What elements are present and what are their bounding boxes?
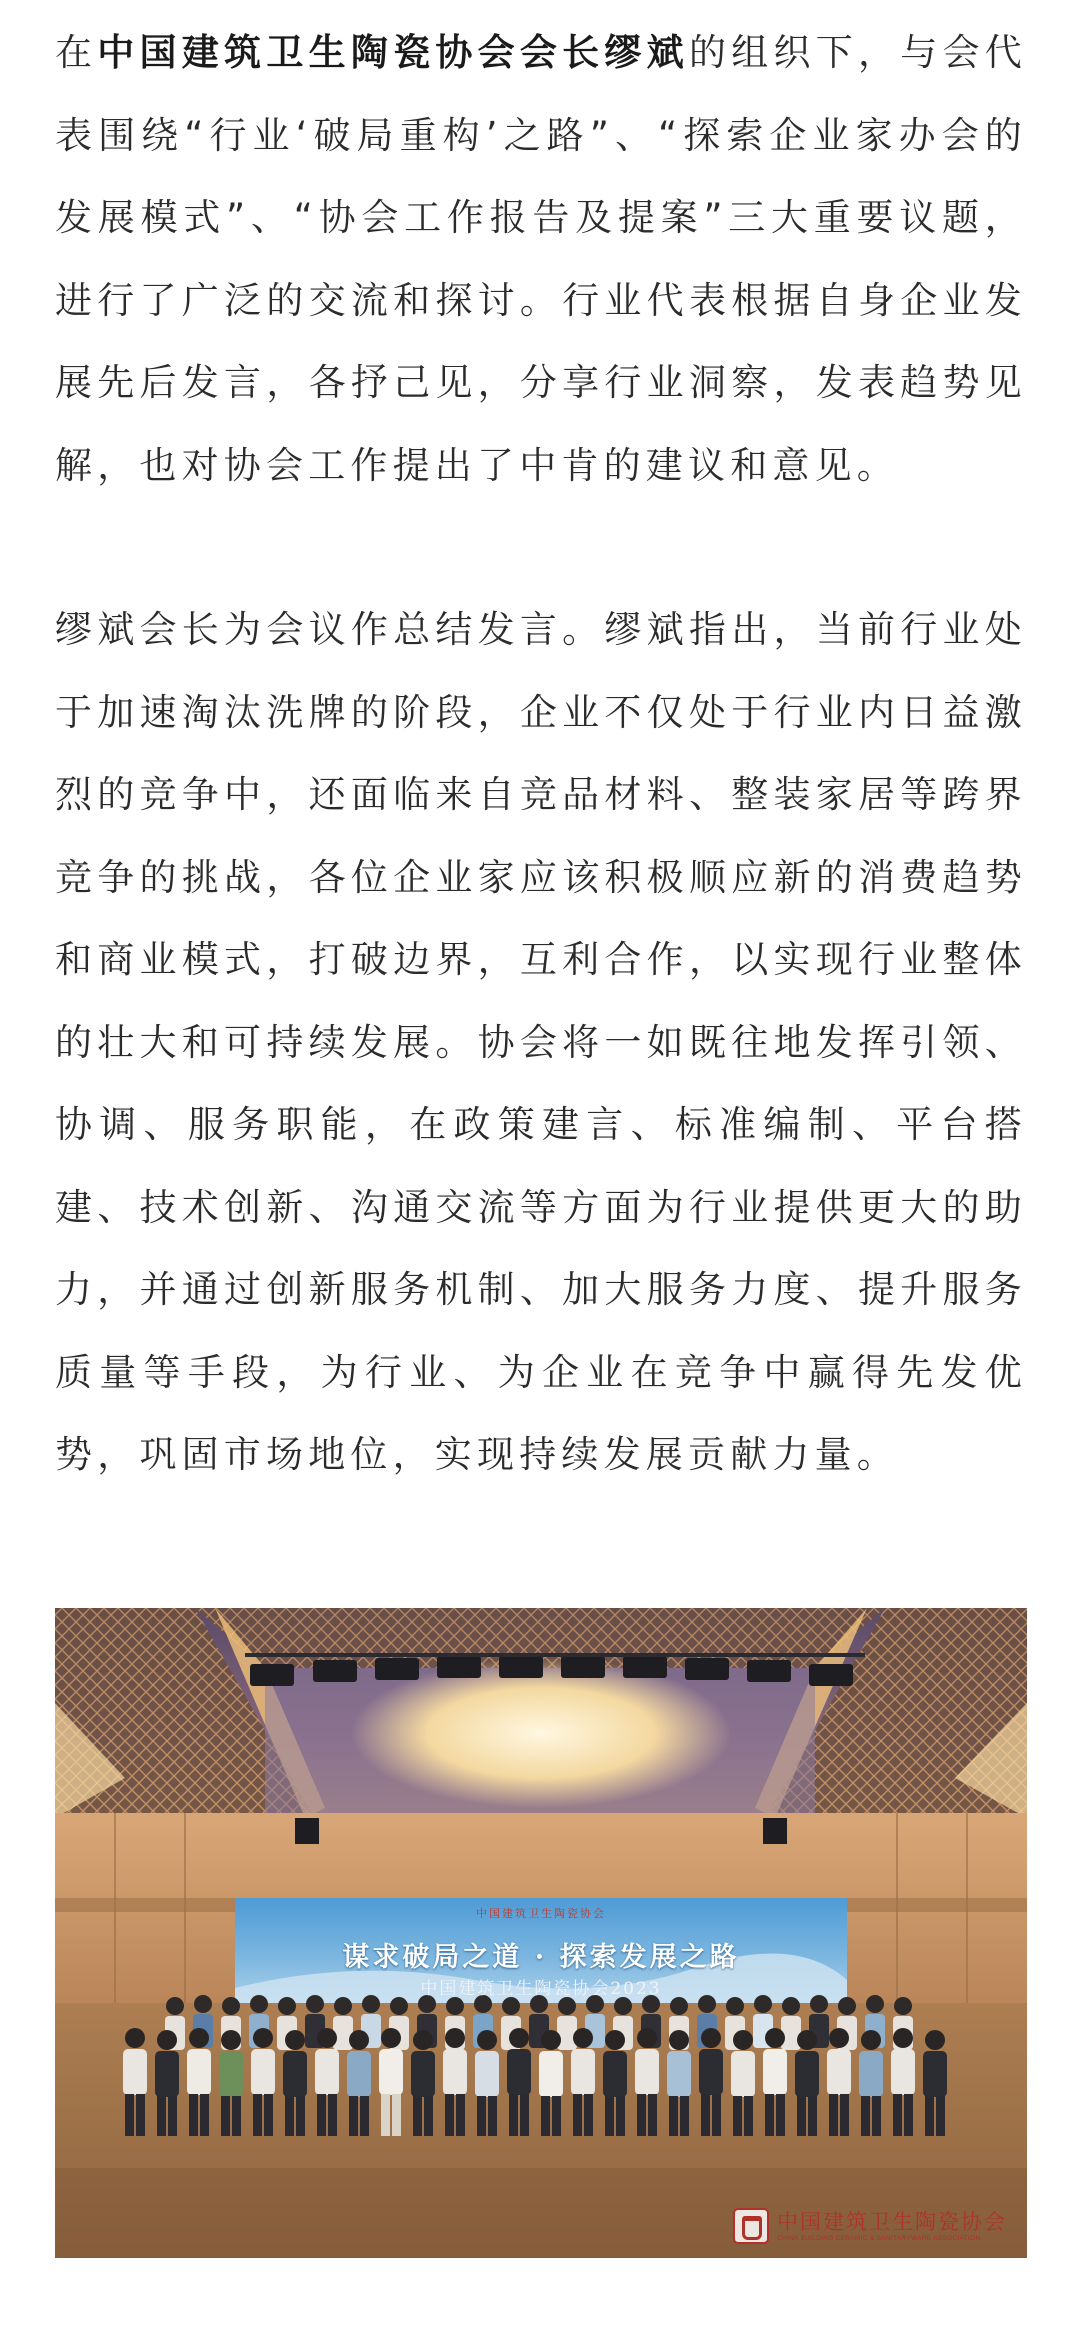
banner-title: 谋求破局之道 · 探索发展之路 (342, 1942, 740, 1973)
paragraph-2: 缪斌会长为会议作总结发言。缪斌指出，当前行业处于加速淘汰洗牌的阶段，企业不仅处于行业内日益激烈的竞争中，还面临来自竞品材料、整装家居等跨界竞争的挑战，各位企业家应该积极顺应新的消费趋势和商业模式，打破边界，互利合作，以实现行业整体的壮大和可持续发展。协会将一如既往地发挥引领、协调、服务职能，在政策建言、标准编制、平台搭建、技术创新、沟通交流等方面为行业提供更大的助力，并通过创新服务机制、加大服务力度、提升服务质量等手段，为行业、为企业在竞争中赢得先发优势，巩固市场地位，实现持续发展贡献力量。 (55, 608, 1027, 1476)
banner-org-label: 中国建筑卫生陶瓷协会 (476, 1907, 606, 1920)
watermark-english: CHINA BUILDING CERAMIC & SANITARYWARE ASSOCIATION (777, 2234, 981, 2242)
paragraph-1 (55, 12, 1027, 507)
association-watermark (733, 2208, 1007, 2244)
group-photo[interactable] (55, 1608, 1027, 2258)
association-logo-icon (733, 2208, 769, 2244)
article-body (55, 12, 1027, 1497)
p1-bold-name: 中国建筑卫生陶瓷协会会长缪斌 (97, 31, 689, 74)
p1-prefix: 在 (55, 31, 98, 74)
banner-subtitle: 中国建筑卫生陶瓷协会2023 (420, 1979, 662, 1999)
watermark-chinese: 中国建筑卫生陶瓷协会 (777, 2209, 1007, 2234)
p1-rest: 的组织下，与会代表围绕“行业‘破局重构’之路”、“探索企业家办会的发展模式”、“协会工作报告及提案”三大重要议题，进行了广泛的交流和探讨。行业代表根据自身企业发展先后发言，各抒己见，分享行业洞察，发表趋势见解，也对协会工作提出了中肯的建议和意见。 (55, 31, 1027, 487)
photo-scene (55, 1608, 1027, 2258)
